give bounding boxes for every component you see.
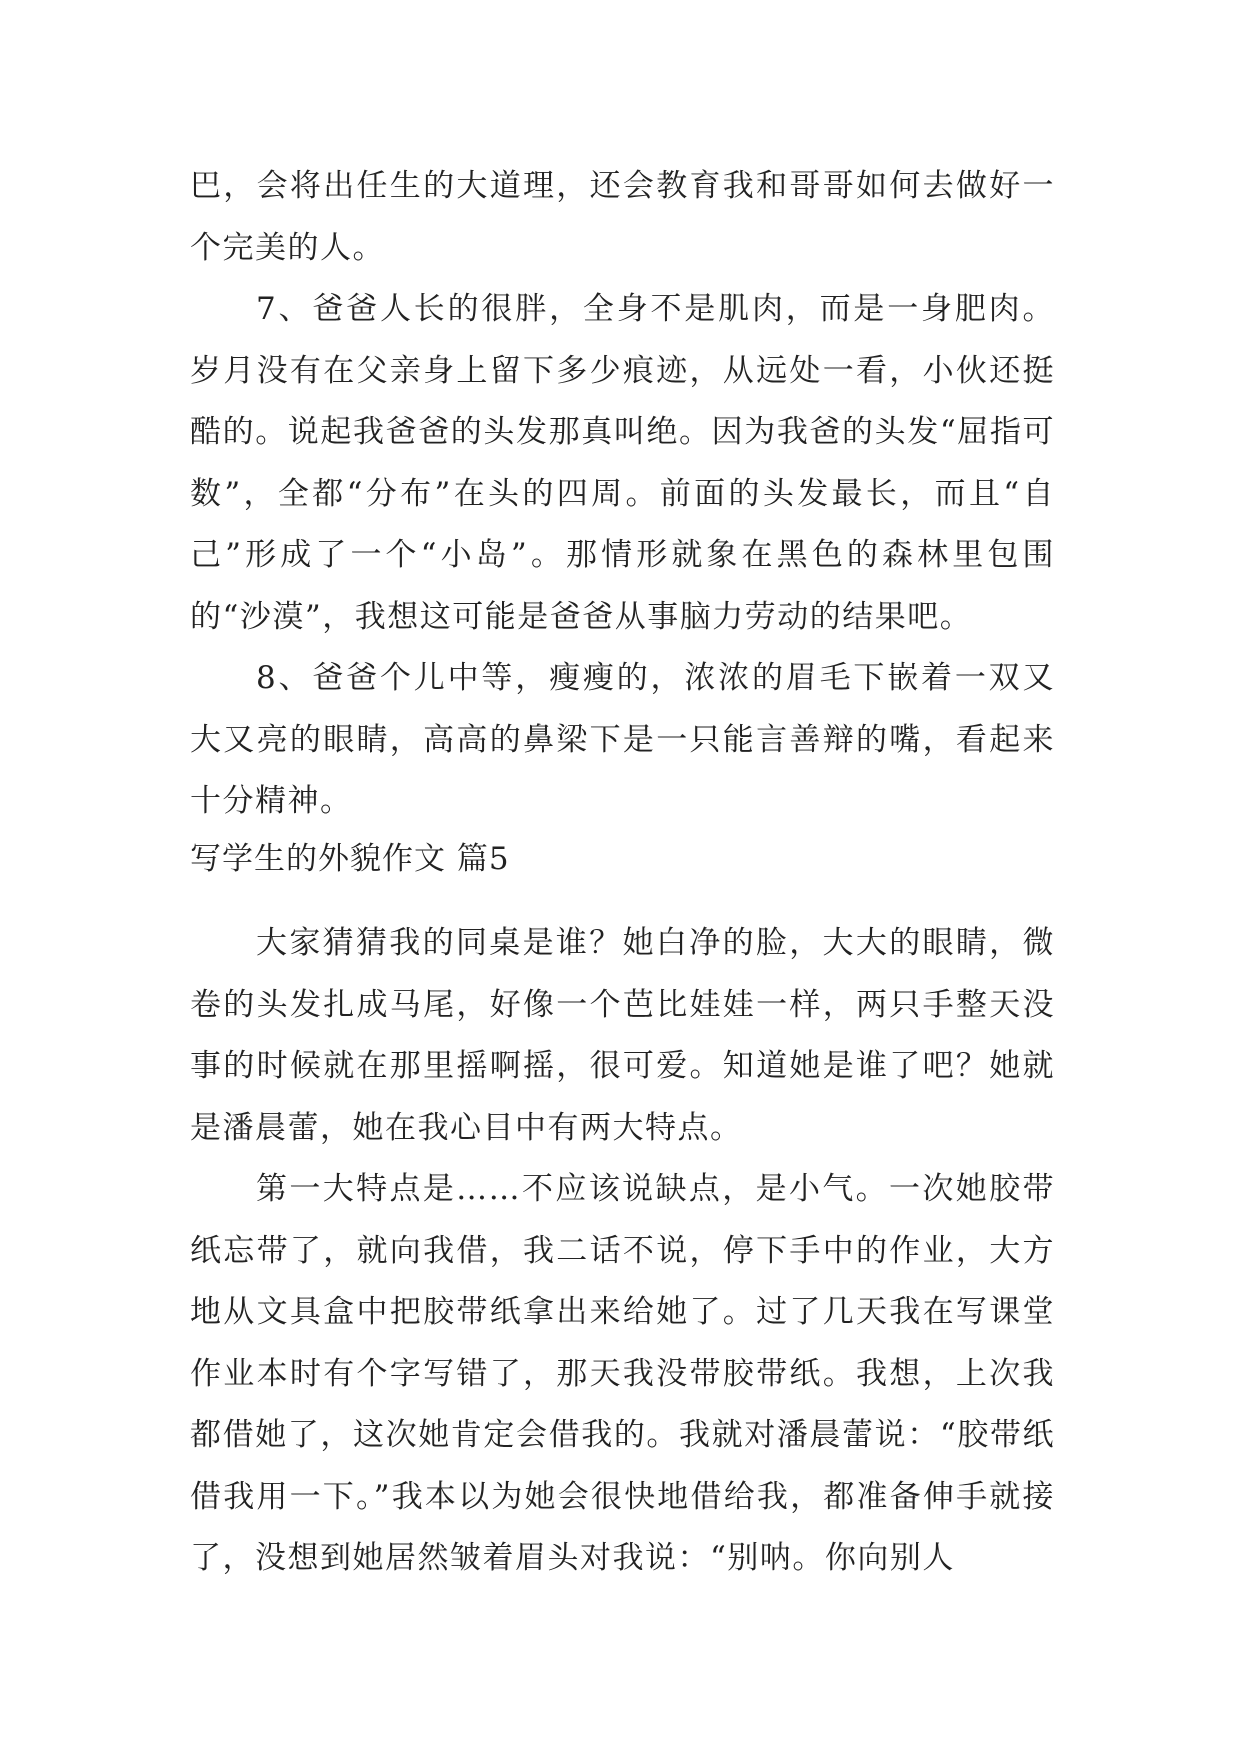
section-heading: 写学生的外貌作文 篇5 [190, 841, 510, 877]
paragraph-continued: 巴，会将出任生的大道理，还会教育我和哥哥如何去做好一个完美的人。 [190, 168, 1055, 266]
paragraph-intro: 大家猜猜我的同桌是谁？她白净的脸，大大的眼睛，微卷的头发扎成马尾，好像一个芭比娃娃一样，两只手整天没事的时候就在那里摇啊摇，很可爱。知道她是谁了吧？她就是潘晨蕾，她在我心目中有两大特点。 [190, 925, 1055, 1146]
paragraph-8: 8、爸爸个儿中等，瘦瘦的，浓浓的眉毛下嵌着一双又大又亮的眼睛，高高的鼻梁下是一只能言善辩的嘴，看起来十分精神。 [190, 660, 1055, 819]
paragraph-7: 7、爸爸人长的很胖，全身不是肌肉，而是一身肥肉。岁月没有在父亲身上留下多少痕迹，从远处一看，小伙还挺酷的。说起我爸爸的头发那真叫绝。因为我爸的头发“屈指可数”，全都“分布”在头的四周。前面的头发最长，而且“自己”形成了一个“小岛”。那情形就象在黑色的森林里包围的“沙漠”，我想这可能是爸爸从事脑力劳动的结果吧。 [190, 291, 1055, 635]
paragraph-first-trait: 第一大特点是……不应该说缺点，是小气。一次她胶带纸忘带了，就向我借，我二话不说，停下手中的作业，大方地从文具盒中把胶带纸拿出来给她了。过了几天我在写课堂作业本时有个字写错了，那天我没带胶带纸。我想，上次我都借她了，这次她肯定会借我的。我就对潘晨蕾说：“胶带纸借我用一下。”我本以为她会很快地借给我，都准备伸手就接了，没想到她居然皱着眉头对我说：“别呐。你向别人 [190, 1171, 1055, 1576]
text-block-lower [190, 913, 1055, 1590]
text-block-upper [190, 156, 1055, 833]
